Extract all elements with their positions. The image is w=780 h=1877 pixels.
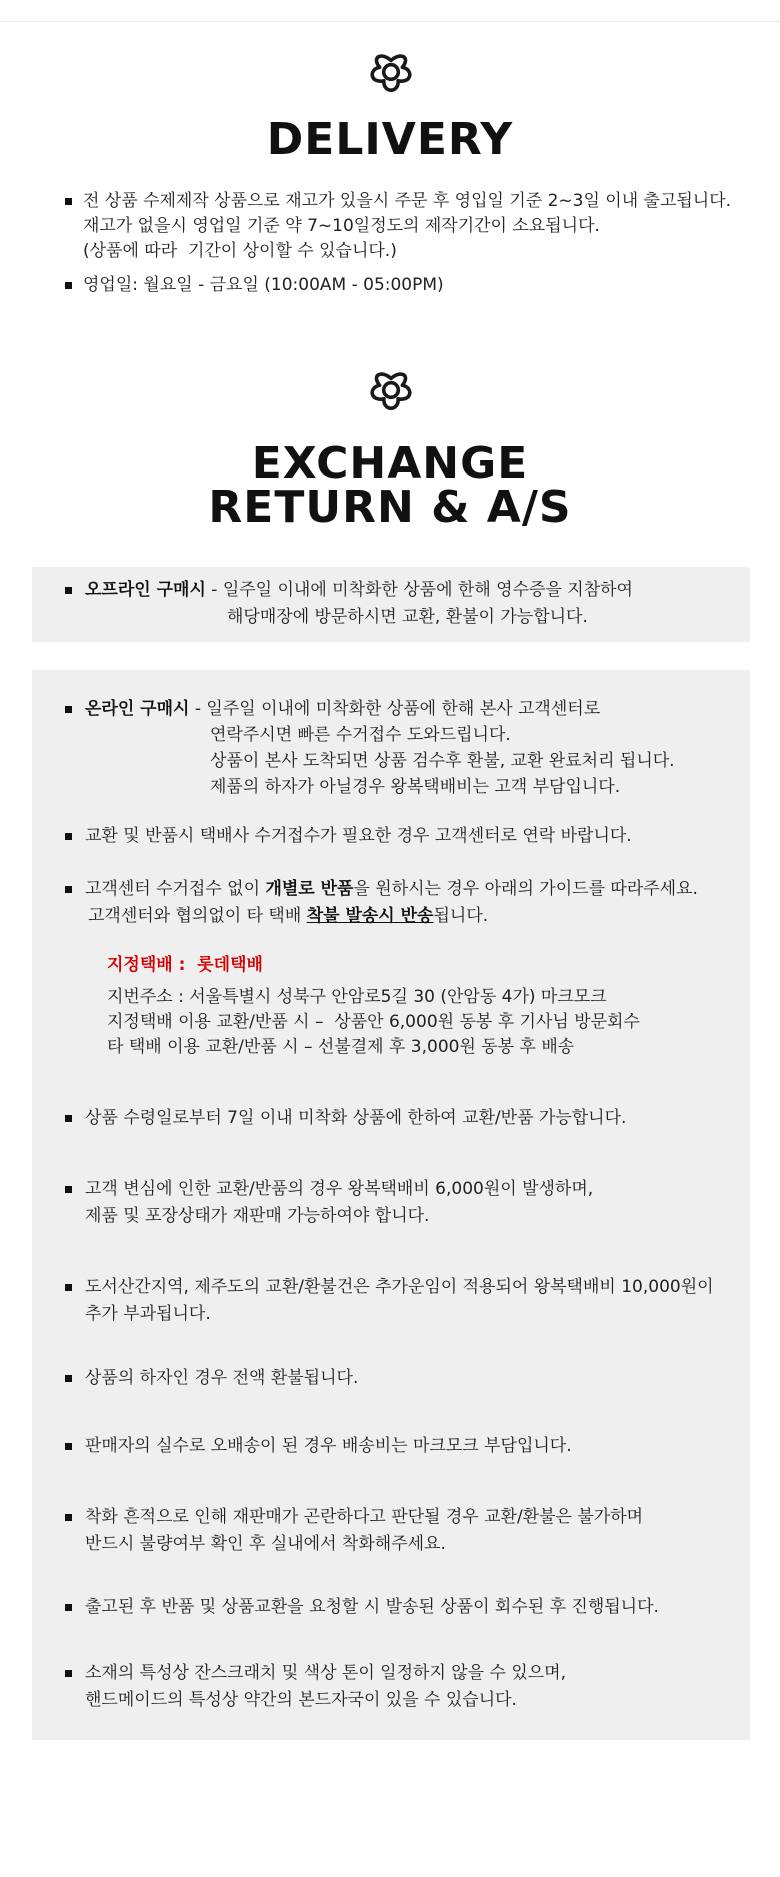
business-hours: 영업일: 월요일 - 금요일 (10:00AM - 05:00PM) xyxy=(83,275,444,295)
exchange-heading-line-2: RETURN & A/S xyxy=(208,482,572,533)
note-item: 상품의 하자인 경우 전액 환불됩니다. xyxy=(85,1368,359,1388)
bullet xyxy=(65,833,72,840)
courier-request-note: 교환 및 반품시 택배사 수거접수가 필요한 경우 고객센터로 연락 바랍니다. xyxy=(85,826,632,846)
note-item: 반드시 불량여부 확인 후 실내에서 착화해주세요. xyxy=(85,1534,446,1554)
online-text-1: 일주일 이내에 미착화한 상품에 한해 본사 고객센터로 xyxy=(206,699,601,719)
bullet xyxy=(65,1670,72,1677)
bullet xyxy=(65,706,72,713)
note-item: 추가 부과됩니다. xyxy=(85,1304,211,1324)
online-purchase-line-2: 연락주시면 빠른 수거접수 도와드립니다. xyxy=(210,725,511,745)
note-item: 판매자의 실수로 오배송이 된 경우 배송비는 마크모크 부담입니다. xyxy=(85,1436,572,1456)
individual-text-a: 고객센터 수거접수 없이 xyxy=(85,879,266,899)
note-item: 핸드메이드의 특성상 약간의 본드자국이 있을 수 있습니다. xyxy=(85,1690,517,1710)
delivery-heading: DELIVERY xyxy=(266,114,514,165)
online-dash: - xyxy=(189,699,207,719)
individual-bold: 개별로 반품 xyxy=(265,879,354,899)
online-lead: 온라인 구매시 xyxy=(85,699,190,719)
top-divider xyxy=(0,21,780,22)
note-item: 고객 변심에 인한 교환/반품의 경우 왕복택배비 6,000원이 발생하며, xyxy=(85,1179,594,1199)
note-item: 상품 수령일로부터 7일 이내 미착화 상품에 한하여 교환/반품 가능합니다. xyxy=(85,1108,627,1128)
offline-dash: - xyxy=(205,580,223,600)
bullet xyxy=(65,1115,72,1122)
bullet xyxy=(65,1186,72,1193)
note-item: 소재의 특성상 잔스크래치 및 색상 톤이 일정하지 않을 수 있으며, xyxy=(85,1663,567,1683)
delivery-item-1-line-3: (상품에 따라 기간이 상이할 수 있습니다.) xyxy=(83,241,397,261)
individual-return-line-1 xyxy=(85,876,698,902)
online-purchase-line-3: 상품이 본사 도착되면 상품 검수후 환불, 교환 완료처리 됩니다. xyxy=(210,751,675,771)
bullet xyxy=(65,587,72,594)
designated-carrier: 지정택배 : 롯데택배 xyxy=(107,955,263,975)
flower-logo-icon xyxy=(358,38,424,104)
individual-text-c: 을 원하시는 경우 아래의 가이드를 따라주세요. xyxy=(353,879,698,899)
note-item: 도서산간지역, 제주도의 교환/환불건은 추가운임이 적용되어 왕복택배비 10,000원이 xyxy=(85,1277,714,1297)
online-purchase-line-1 xyxy=(85,696,600,722)
designated-carrier-guide: 지정택배 이용 교환/반품 시 – 상품안 6,000원 동봉 후 기사님 방문회수 xyxy=(107,1012,640,1032)
bullet xyxy=(65,1284,72,1291)
individual-text-c2: 됩니다. xyxy=(433,906,489,926)
bullet xyxy=(65,1514,72,1521)
bullet xyxy=(65,1375,72,1382)
delivery-item-1-line-1: 전 상품 수제제작 상품으로 재고가 있을시 주문 후 영입일 기준 2~3일 이내 출고됩니다. xyxy=(83,191,732,211)
bullet xyxy=(65,282,72,289)
other-carrier-guide: 타 택배 이용 교환/반품 시 – 선불결제 후 3,000원 동봉 후 배송 xyxy=(107,1037,575,1057)
note-item: 착화 흔적으로 인해 재판매가 곤란하다고 판단될 경우 교환/환불은 불가하며 xyxy=(85,1507,644,1527)
bullet xyxy=(65,1443,72,1450)
bullet xyxy=(65,1604,72,1611)
bullet xyxy=(65,198,72,205)
online-purchase-line-4: 제품의 하자가 아닐경우 왕복택배비는 고객 부담입니다. xyxy=(210,777,621,797)
offline-purchase-line-2: 해당매장에 방문하시면 교환, 환불이 가능합니다. xyxy=(227,607,588,627)
delivery-item-1-line-2: 재고가 없을시 영업일 기준 약 7~10일정도의 제작기간이 소요됩니다. xyxy=(83,216,600,236)
offline-lead: 오프라인 구매시 xyxy=(85,580,206,600)
individual-text-a2: 고객센터와 협의없이 타 택배 xyxy=(88,906,307,926)
flower-logo-icon xyxy=(358,356,424,422)
individual-return-line-2 xyxy=(88,903,488,929)
note-item: 제품 및 포장상태가 재판매 가능하여야 합니다. xyxy=(85,1206,430,1226)
offline-purchase-line-1 xyxy=(85,577,633,603)
bullet xyxy=(65,886,72,893)
note-item: 출고된 후 반품 및 상품교환을 요청할 시 발송된 상품이 회수된 후 진행됩니다. xyxy=(85,1597,659,1617)
exchange-heading-line-1: EXCHANGE xyxy=(251,438,529,489)
return-address: 지번주소 : 서울특별시 성북구 안암로5길 30 (안암동 4가) 마크모크 xyxy=(107,987,607,1007)
offline-text-1: 일주일 이내에 미착화한 상품에 한해 영수증을 지참하여 xyxy=(222,580,633,600)
collect-return-warning: 착불 발송시 반송 xyxy=(306,906,434,926)
